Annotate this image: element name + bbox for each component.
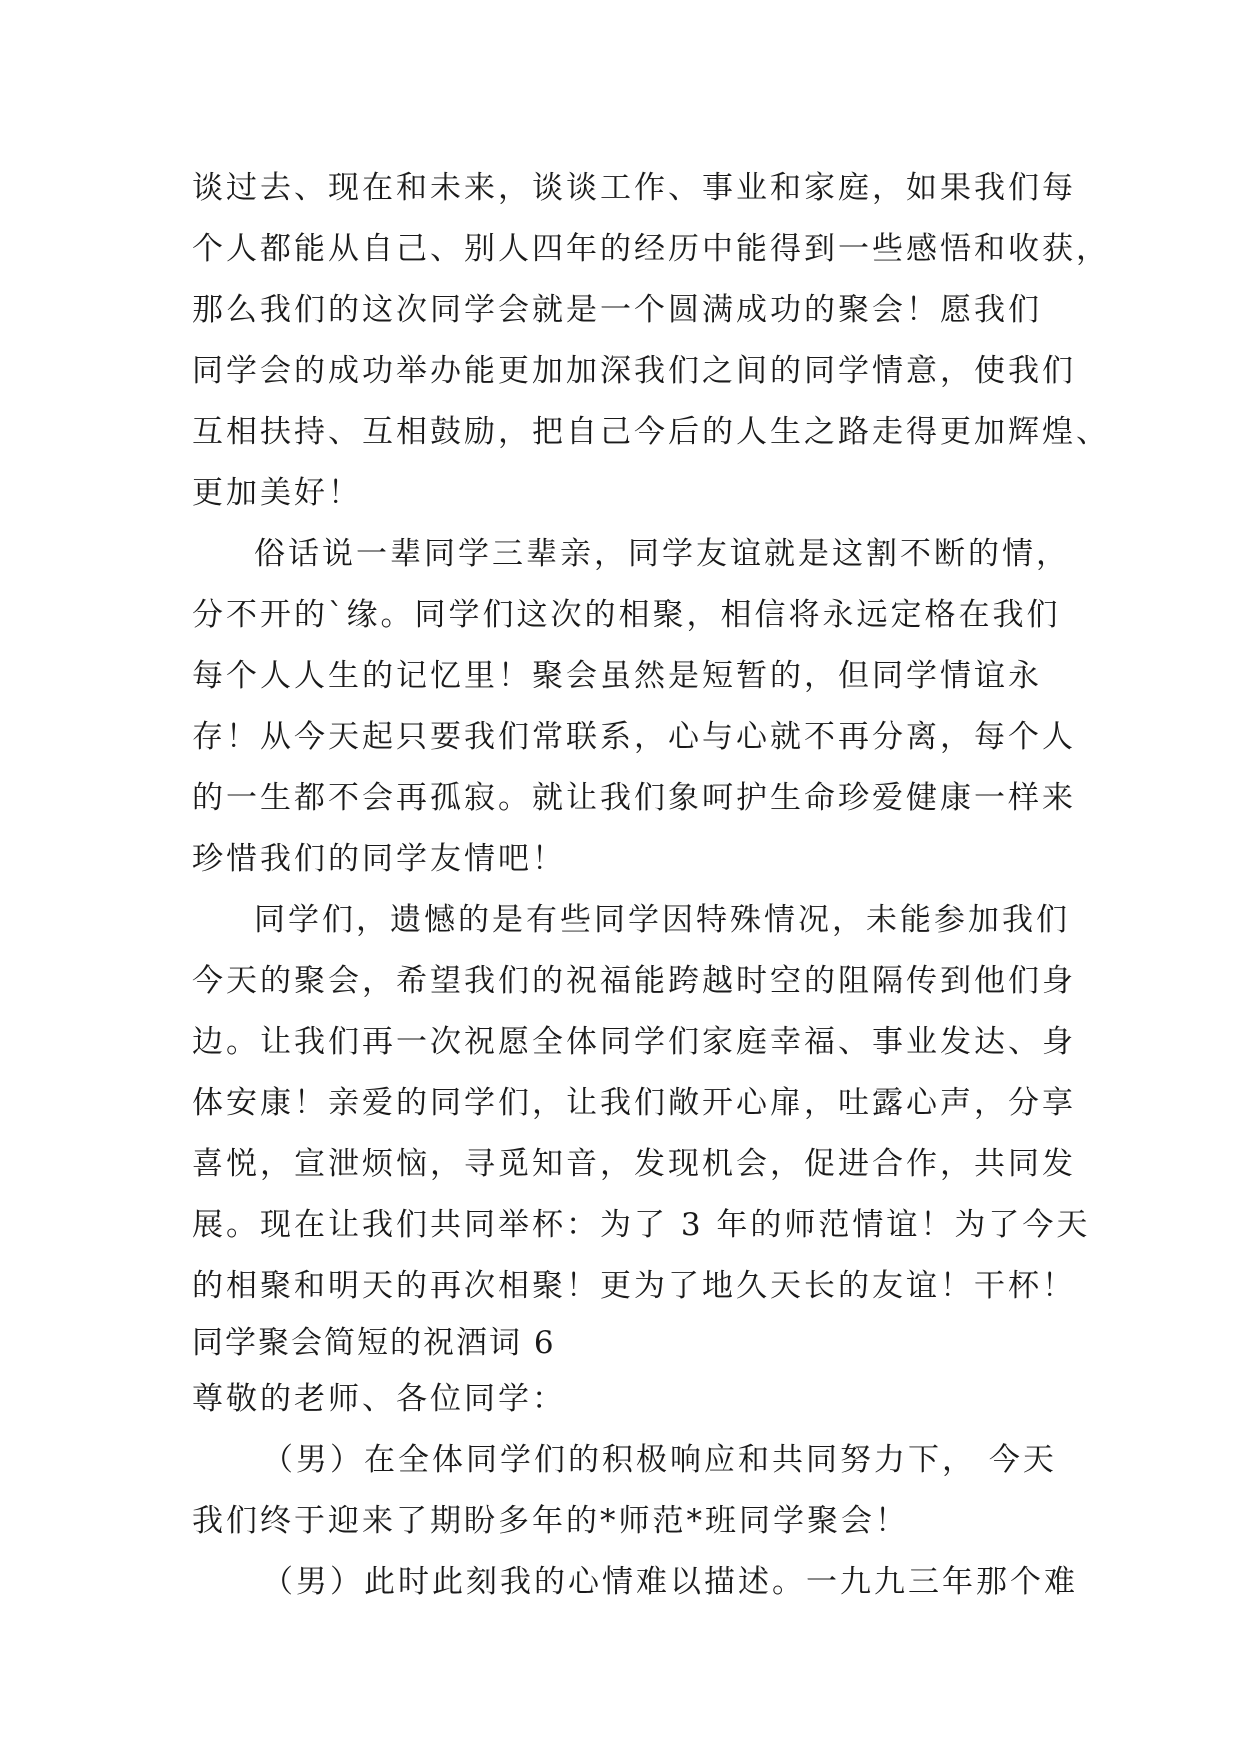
text-line: 那么我们的这次同学会就是一个圆满成功的聚会！愿我们 [192, 292, 1042, 328]
text-line: 存！从今天起只要我们常联系，心与心就不再分离，每个人 [192, 719, 1076, 755]
document-body [192, 158, 1110, 1613]
text-line: 同学会的成功举办能更加加深我们之间的同学情意，使我们 [192, 353, 1076, 389]
paragraph-5 [192, 1552, 1092, 1613]
text-line: 我们终于迎来了期盼多年的*师范*班同学聚会！ [192, 1503, 909, 1539]
text-line: 的相聚和明天的再次相聚！更为了地久天长的友谊！干杯！ [192, 1268, 1076, 1304]
text-line: 更加美好！ [192, 475, 362, 511]
paragraph-3 [192, 890, 1092, 1317]
text-line: 展。现在让我们共同举杯：为了 3 年的师范情谊！为了今天 [192, 1207, 1091, 1243]
text-line: 俗话说一辈同学三辈亲，同学友谊就是这割不断的情， [254, 536, 1070, 572]
text-line: 喜悦，宣泄烦恼，寻觅知音，发现机会，促进合作，共同发 [192, 1146, 1076, 1182]
text-line: 互相扶持、互相鼓励，把自己今后的人生之路走得更加辉煌、 [192, 414, 1110, 450]
section-title: 同学聚会简短的祝酒词 6 [192, 1325, 556, 1361]
salutation: 尊敬的老师、各位同学： [192, 1381, 566, 1417]
text-line: 今天的聚会，希望我们的祝福能跨越时空的阻隔传到他们身 [192, 963, 1076, 999]
text-line: 谈过去、现在和未来，谈谈工作、事业和家庭，如果我们每 [192, 170, 1076, 206]
text-line: 的一生都不会再孤寂。就让我们象呵护生命珍爱健康一样来 [192, 780, 1076, 816]
text-line: （男）此时此刻我的心情难以描述。一九九三年那个难 [262, 1564, 1078, 1600]
text-line: 分不开的`缘。同学们这次的相聚，相信将永远定格在我们 [192, 597, 1061, 633]
paragraph-4 [192, 1430, 1092, 1552]
text-line: 珍惜我们的同学友情吧！ [192, 841, 566, 877]
text-line: （男）在全体同学们的积极响应和共同努力下， 今天 [262, 1442, 1057, 1478]
paragraph-1 [192, 158, 1110, 524]
text-line: 体安康！亲爱的同学们，让我们敞开心扉，吐露心声，分享 [192, 1085, 1076, 1121]
text-line: 同学们，遗憾的是有些同学因特殊情况，未能参加我们 [254, 902, 1070, 938]
paragraph-2 [192, 524, 1092, 890]
text-line: 个人都能从自己、别人四年的经历中能得到一些感悟和收获， [192, 231, 1110, 267]
text-line: 每个人人生的记忆里！聚会虽然是短暂的，但同学情谊永 [192, 658, 1042, 694]
text-line: 边。让我们再一次祝愿全体同学们家庭幸福、事业发达、身 [192, 1024, 1076, 1060]
